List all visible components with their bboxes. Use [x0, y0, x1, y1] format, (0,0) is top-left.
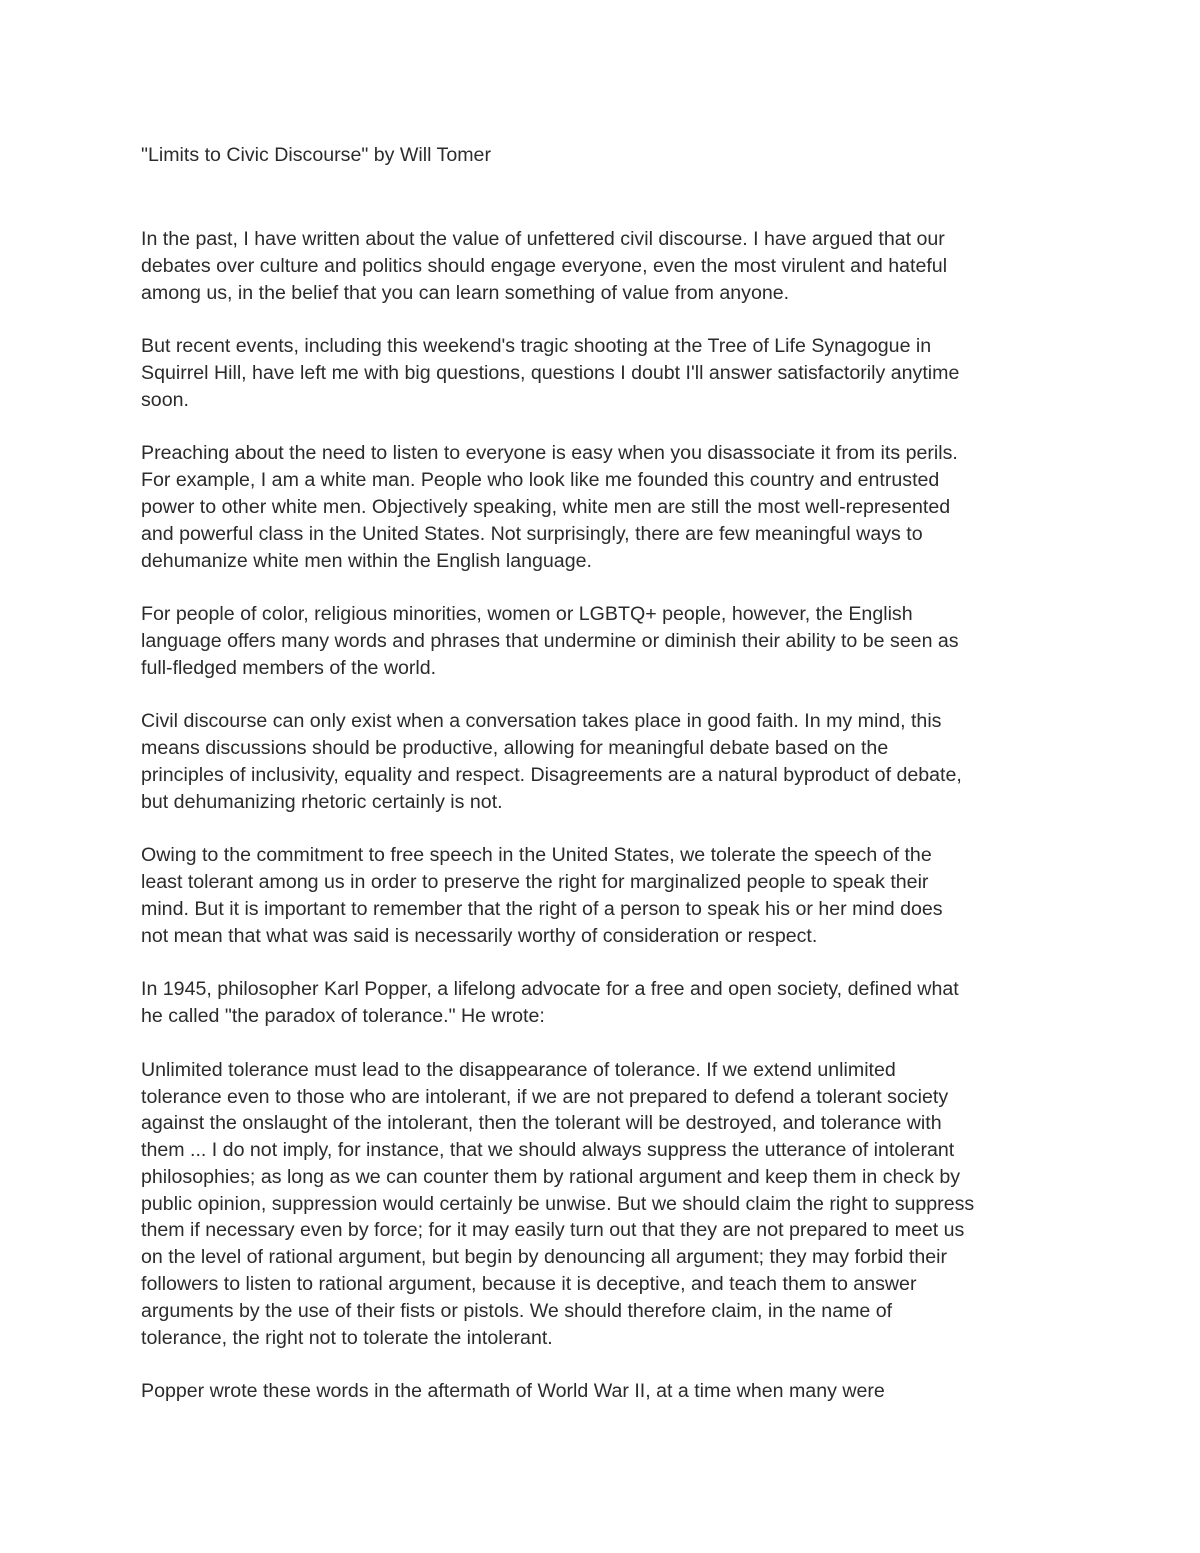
paragraph: [141, 842, 1071, 949]
text-line: Squirrel Hill, have left me with big questions, questions I doubt I'll answer satisfactorily anytime: [141, 361, 960, 384]
text-line: principles of inclusivity, equality and respect. Disagreements are a natural byproduct of debate,: [141, 763, 962, 786]
text-line: arguments by the use of their fists or pistols. We should therefore claim, in the name of: [141, 1299, 893, 1322]
text-line: For example, I am a white man. People who look like me founded this country and entrusted: [141, 469, 940, 492]
paragraph: [141, 976, 1071, 1030]
text-line: In the past, I have written about the value of unfettered civil discourse. I have argued that our: [141, 228, 945, 250]
text-line: language offers many words and phrases that undermine or diminish their ability to be seen as: [141, 629, 959, 652]
text-line: full-fledged members of the world.: [141, 656, 437, 679]
text-line: least tolerant among us in order to preserve the right for marginalized people to speak their: [141, 871, 929, 894]
text-line: means discussions should be productive, allowing for meaningful debate based on the: [141, 737, 889, 760]
paragraph: [141, 440, 1071, 574]
text-line: against the onslaught of the intolerant, then the tolerant will be destroyed, and tolerance with: [141, 1112, 942, 1135]
text-line: and powerful class in the United States. Not surprisingly, there are few meaningful ways to: [141, 522, 923, 545]
text-line: In 1945, philosopher Karl Popper, a lifelong advocate for a free and open society, defined what: [141, 978, 959, 1001]
text-line: Preaching about the need to listen to everyone is easy when you disassociate it from its perils.: [141, 442, 958, 465]
text-line: tolerance, the right not to tolerate the intolerant.: [141, 1326, 553, 1349]
text-line: philosophies; as long as we can counter them by rational argument and keep them in check by: [141, 1165, 961, 1188]
document-title: "Limits to Civic Discourse" by Will Tomer: [141, 144, 491, 166]
text-line: among us, in the belief that you can learn something of value from anyone.: [141, 281, 790, 304]
text-line: debates over culture and politics should engage everyone, even the most virulent and hateful: [141, 254, 948, 277]
text-line: not mean that what was said is necessarily worthy of consideration or respect.: [141, 924, 818, 947]
text-line: Owing to the commitment to free speech in the United States, we tolerate the speech of the: [141, 844, 932, 867]
text-line: he called "the paradox of tolerance." He wrote:: [141, 1005, 545, 1028]
text-line: tolerance even to those who are intolerant, if we are not prepared to defend a tolerant society: [141, 1085, 949, 1108]
document-body: [141, 226, 1071, 1432]
text-line: Unlimited tolerance must lead to the disappearance of tolerance. If we extend unlimited: [141, 1058, 896, 1081]
text-line: but dehumanizing rhetoric certainly is not.: [141, 790, 503, 813]
paragraph: [141, 1057, 1071, 1352]
paragraph: [141, 601, 1071, 681]
paragraph: [141, 1378, 1071, 1405]
text-line: dehumanize white men within the English language.: [141, 549, 592, 572]
paragraph: [141, 708, 1071, 815]
text-line: For people of color, religious minorities, women or LGBTQ+ people, however, the English: [141, 603, 913, 626]
text-line: public opinion, suppression would certainly be unwise. But we should claim the right to suppress: [141, 1192, 975, 1215]
paragraph: [141, 226, 1071, 306]
text-line: Civil discourse can only exist when a conversation takes place in good faith. In my mind, this: [141, 710, 942, 733]
text-line: power to other white men. Objectively speaking, white men are still the most well-represented: [141, 495, 951, 518]
text-line: on the level of rational argument, but begin by denouncing all argument; they may forbid their: [141, 1246, 948, 1269]
text-line: But recent events, including this weekend's tragic shooting at the Tree of Life Synagogue in: [141, 335, 932, 358]
paragraph: [141, 333, 1071, 413]
text-line: them if necessary even by force; for it may easily turn out that they are not prepared to meet us: [141, 1219, 965, 1242]
text-line: mind. But it is important to remember that the right of a person to speak his or her mind does: [141, 897, 943, 920]
text-line: them ... I do not imply, for instance, that we should always suppress the utterance of intolerant: [141, 1139, 955, 1162]
text-line: soon.: [141, 388, 189, 411]
text-line: followers to listen to rational argument, because it is deceptive, and teach them to answer: [141, 1273, 917, 1296]
text-line: Popper wrote these words in the aftermath of World War II, at a time when many were: [141, 1380, 885, 1403]
